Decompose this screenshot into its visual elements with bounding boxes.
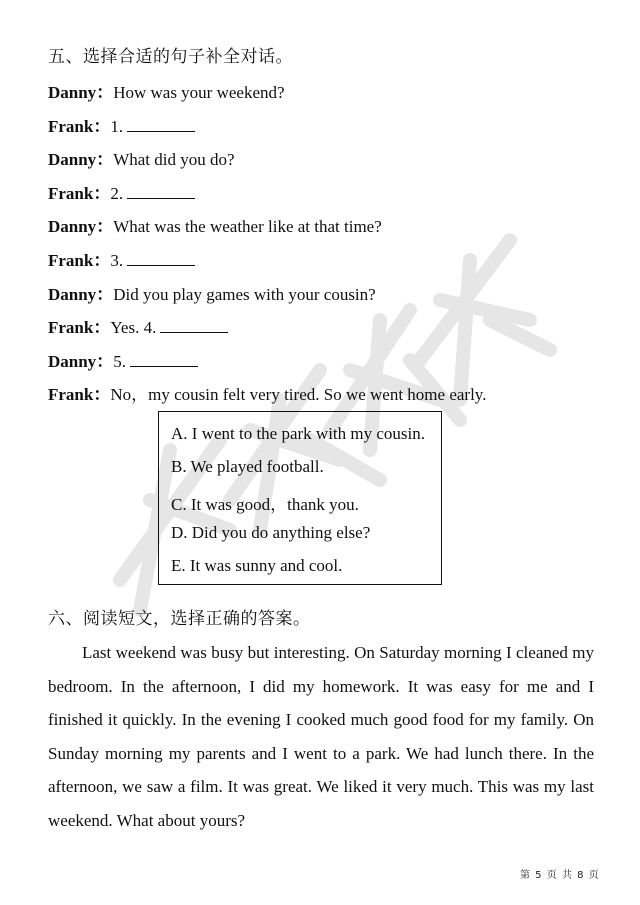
answer-blank[interactable] bbox=[127, 184, 195, 199]
dialogue-text: How was your weekend? bbox=[113, 83, 285, 102]
speaker-separator: ： bbox=[93, 116, 111, 136]
dialogue-line bbox=[48, 380, 486, 405]
speaker-name: Frank bbox=[48, 183, 94, 203]
answer-blank[interactable] bbox=[160, 318, 228, 333]
option-c: C. It was good，thank you. bbox=[171, 495, 359, 514]
speaker-separator: ： bbox=[96, 284, 114, 304]
dialogue-text: Yes. 4. bbox=[110, 318, 157, 338]
option-b: B. We played football. bbox=[171, 457, 324, 476]
speaker-name: Frank bbox=[48, 116, 94, 136]
dialogue-text: No，my cousin felt very tired. So we went home early. bbox=[110, 385, 487, 405]
answer-blank[interactable] bbox=[127, 117, 195, 132]
dialogue-text: Did you play games with your cousin? bbox=[113, 284, 376, 304]
dialogue-line bbox=[48, 280, 376, 305]
speaker-separator: ： bbox=[93, 183, 111, 203]
speaker-separator: ： bbox=[93, 318, 111, 338]
dialogue-line bbox=[48, 313, 228, 338]
speaker-name: Danny bbox=[48, 150, 97, 170]
reading-passage bbox=[48, 636, 594, 838]
answer-blank[interactable] bbox=[127, 251, 195, 266]
speaker-name: Danny bbox=[48, 351, 97, 371]
dialogue-text: What did you do? bbox=[113, 150, 235, 170]
option-e: E. It was sunny and cool. bbox=[171, 556, 343, 575]
dialogue-line bbox=[48, 212, 382, 237]
answer-blank[interactable] bbox=[130, 352, 198, 367]
section-6-title: 六、阅读短文，选择正确的答案。 bbox=[48, 609, 311, 629]
speaker-separator: ： bbox=[96, 150, 114, 170]
dialogue-line bbox=[48, 145, 235, 170]
speaker-name: Danny bbox=[48, 284, 97, 304]
speaker-name: Frank bbox=[48, 385, 94, 405]
speaker-separator: ： bbox=[96, 351, 114, 371]
dialogue-line bbox=[48, 78, 285, 103]
speaker-separator: ： bbox=[93, 385, 111, 405]
dialogue-text: 1. bbox=[110, 116, 124, 136]
dialogue-text: What was the weather like at that time? bbox=[113, 217, 382, 237]
speaker-name: Danny bbox=[48, 83, 97, 102]
dialogue-text: 5. bbox=[113, 351, 126, 371]
dialogue-line bbox=[48, 112, 195, 137]
speaker-separator: ： bbox=[93, 251, 111, 270]
speaker-name: Frank bbox=[48, 251, 94, 270]
dialogue-line bbox=[48, 347, 198, 372]
dialogue-text: 3. bbox=[110, 251, 124, 270]
section-5-title: 五、选择合适的句子补全对话。 bbox=[48, 47, 293, 67]
speaker-separator: ： bbox=[96, 217, 114, 237]
options-box bbox=[158, 411, 442, 585]
page-number: 第 5 页 共 8 页 bbox=[520, 870, 600, 881]
dialogue-line bbox=[48, 246, 195, 271]
speaker-separator: ： bbox=[96, 83, 114, 102]
option-d: D. Did you do anything else? bbox=[171, 523, 371, 542]
speaker-name: Frank bbox=[48, 318, 94, 338]
dialogue-line bbox=[48, 179, 195, 204]
dialogue-text: 2. bbox=[110, 183, 124, 203]
passage-text: Last weekend was busy but interesting. On Saturday morning I cleaned my bedroom. In the afternoon, I did my homework. It was easy for me and I finished it quickly. In the evening I cooked much good food for my family. On Sunday morning my parents and I went to a park. We had lunch there. In the afternoon, we saw a film. It was great. We liked it very much. This was my last weekend. What about yours? bbox=[48, 643, 594, 830]
option-a: A. I went to the park with my cousin. bbox=[171, 424, 426, 443]
speaker-name: Danny bbox=[48, 217, 97, 237]
